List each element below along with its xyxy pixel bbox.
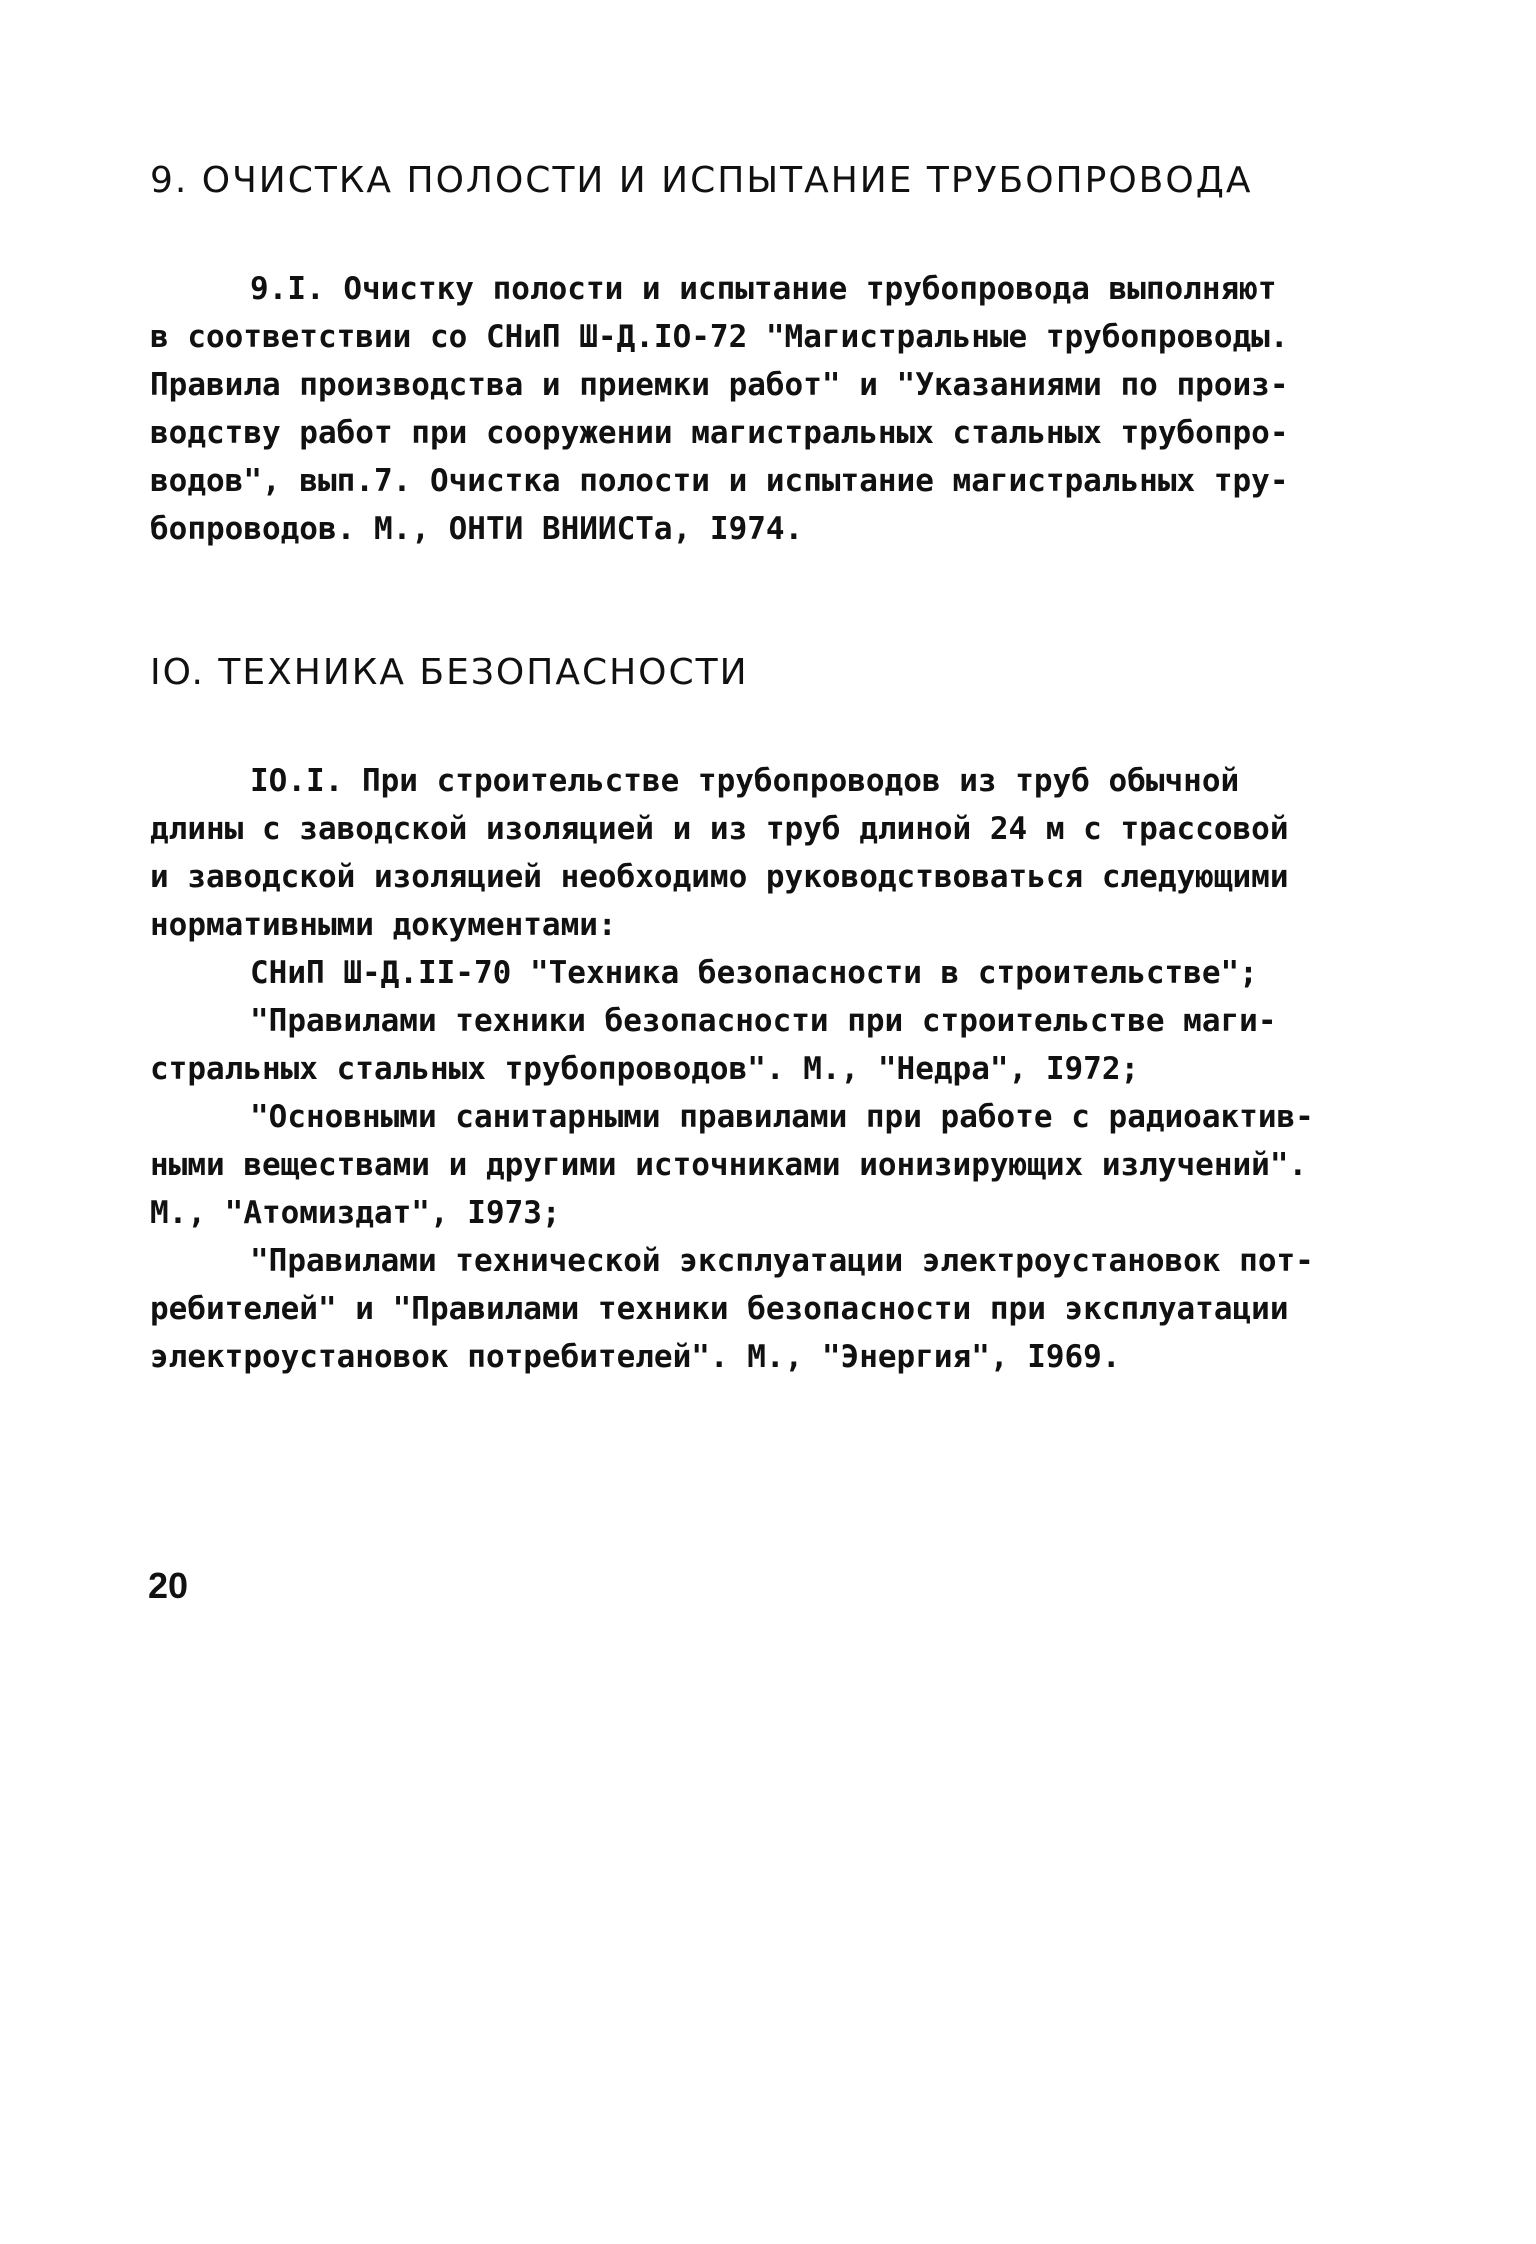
paragraph-line: электроустановок потребителей". М., "Энергия", I969.	[150, 1339, 1121, 1375]
section-10-heading: IO. ТЕХНИКА БЕЗОПАСНОСТИ	[150, 652, 749, 693]
page-number: 20	[148, 1565, 189, 1606]
paragraph-line: бопроводов. М., ОНТИ ВНИИСТа, I974.	[150, 511, 804, 547]
paragraph-line: М., "Атомиздат", I973;	[150, 1195, 561, 1231]
paragraph-line: IO.I. При строительстве трубопроводов из труб обычной	[250, 763, 1240, 799]
paragraph-line: длины с заводской изоляцией и из труб длиной 24 м с трассовой	[150, 811, 1289, 847]
paragraph-line: "Правилами технической эксплуатации электроустановок пот-	[250, 1243, 1314, 1279]
paragraph-line: ребителей" и "Правилами техники безопасности при эксплуатации	[150, 1291, 1289, 1327]
paragraph-line: и заводской изоляцией необходимо руководствоваться следующими	[150, 859, 1289, 895]
paragraph-line: нормативными документами:	[150, 907, 617, 943]
paragraph-line: стральных стальных трубопроводов". М., "Недра", I972;	[150, 1051, 1140, 1087]
paragraph-line: СНиП Ш-Д.II-70 "Техника безопасности в строительстве";	[250, 955, 1258, 991]
paragraph-line: "Правилами техники безопасности при строительстве маги-	[250, 1003, 1277, 1039]
paragraph-line: водству работ при сооружении магистральных стальных трубопро-	[150, 415, 1289, 451]
paragraph-line: ными веществами и другими источниками ионизирующих излучений".	[150, 1147, 1308, 1183]
section-10-paragraph	[150, 757, 1380, 1381]
paragraph-line: 9.I. Очистку полости и испытание трубопровода выполняют	[250, 271, 1277, 307]
paragraph-line: "Основными санитарными правилами при работе с радиоактив-	[250, 1099, 1314, 1135]
paragraph-line: Правила производства и приемки работ" и "Указаниями по произ-	[150, 367, 1289, 403]
section-9-paragraph	[150, 265, 1380, 553]
paragraph-line: водов", вып.7. Очистка полости и испытание магистральных тру-	[150, 463, 1289, 499]
paragraph-line: в соответствии со СНиП Ш-Д.IO-72 "Магистральные трубопроводы.	[150, 319, 1289, 355]
section-9-heading: 9. ОЧИСТКА ПОЛОСТИ И ИСПЫТАНИЕ ТРУБОПРОВОДА	[150, 160, 1253, 201]
